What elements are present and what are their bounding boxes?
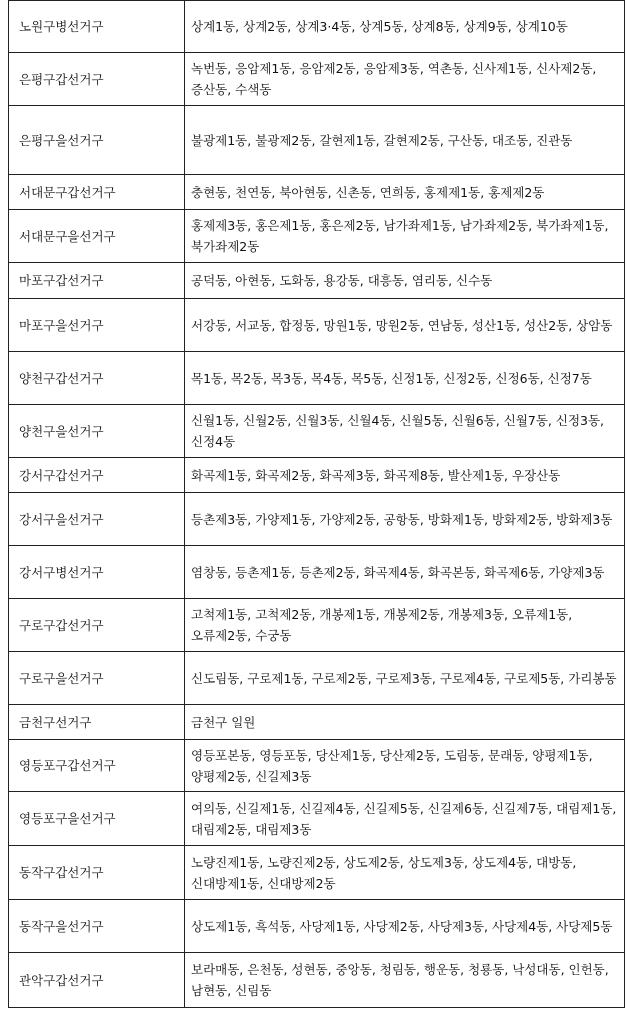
district-table <box>8 0 625 1008</box>
district-areas: 신도림동, 구로제1동, 구로제2동, 구로제3동, 구로제4동, 구로제5동, 가리봉동 <box>185 652 625 705</box>
table-row <box>9 1 625 53</box>
table-row <box>9 705 625 740</box>
district-name: 은평구을선거구 <box>9 106 185 175</box>
table-row <box>9 493 625 546</box>
district-areas: 보라매동, 은천동, 성현동, 중앙동, 청림동, 행운동, 청룡동, 낙성대동, 인헌동, 남현동, 신림동 <box>185 953 625 1008</box>
table-row <box>9 599 625 652</box>
table-row <box>9 900 625 953</box>
table-row <box>9 652 625 705</box>
district-name: 강서구갑선거구 <box>9 458 185 493</box>
district-name: 영등포구갑선거구 <box>9 740 185 792</box>
district-name: 강서구병선거구 <box>9 546 185 599</box>
district-name: 서대문구을선거구 <box>9 210 185 263</box>
district-name: 은평구갑선거구 <box>9 53 185 106</box>
district-areas: 서강동, 서교동, 합정동, 망원1동, 망원2동, 연남동, 성산1동, 성산2동, 상암동 <box>185 299 625 352</box>
district-name: 양천구갑선거구 <box>9 352 185 405</box>
table-row <box>9 740 625 792</box>
table-row <box>9 175 625 210</box>
district-name: 구로구갑선거구 <box>9 599 185 652</box>
district-areas: 금천구 일원 <box>185 705 625 740</box>
district-name: 영등포구을선거구 <box>9 792 185 846</box>
table-row <box>9 210 625 263</box>
table-row <box>9 53 625 106</box>
district-areas: 화곡제1동, 화곡제2동, 화곡제3동, 화곡제8동, 발산제1동, 우장산동 <box>185 458 625 493</box>
district-name: 노원구병선거구 <box>9 1 185 53</box>
table-row <box>9 792 625 846</box>
district-areas: 불광제1동, 불광제2동, 갈현제1동, 갈현제2동, 구산동, 대조동, 진관동 <box>185 106 625 175</box>
district-name: 마포구갑선거구 <box>9 263 185 299</box>
district-areas: 목1동, 목2동, 목3동, 목4동, 목5동, 신정1동, 신정2동, 신정6동, 신정7동 <box>185 352 625 405</box>
district-areas: 등촌제3동, 가양제1동, 가양제2동, 공항동, 방화제1동, 방화제2동, 방화제3동 <box>185 493 625 546</box>
table-row <box>9 546 625 599</box>
table-row <box>9 458 625 493</box>
district-name: 금천구선거구 <box>9 705 185 740</box>
district-name: 구로구을선거구 <box>9 652 185 705</box>
table-row <box>9 846 625 900</box>
district-areas: 공덕동, 아현동, 도화동, 용강동, 대흥동, 염리동, 신수동 <box>185 263 625 299</box>
district-areas: 상계1동, 상계2동, 상계3·4동, 상계5동, 상계8동, 상계9동, 상계10동 <box>185 1 625 53</box>
table-row <box>9 352 625 405</box>
district-areas: 고척제1동, 고척제2동, 개봉제1동, 개봉제2동, 개봉제3동, 오류제1동, 오류제2동, 수궁동 <box>185 599 625 652</box>
table-row <box>9 299 625 352</box>
district-areas: 노량진제1동, 노량진제2동, 상도제2동, 상도제3동, 상도제4동, 대방동, 신대방제1동, 신대방제2동 <box>185 846 625 900</box>
district-areas: 염창동, 등촌제1동, 등촌제2동, 화곡제4동, 화곡본동, 화곡제6동, 가양제3동 <box>185 546 625 599</box>
district-areas: 신월1동, 신월2동, 신월3동, 신월4동, 신월5동, 신월6동, 신월7동, 신정3동, 신정4동 <box>185 405 625 458</box>
district-name: 마포구을선거구 <box>9 299 185 352</box>
district-name: 관악구갑선거구 <box>9 953 185 1008</box>
district-name: 양천구을선거구 <box>9 405 185 458</box>
district-name: 동작구을선거구 <box>9 900 185 953</box>
table-row <box>9 953 625 1008</box>
district-areas: 홍제제3동, 홍은제1동, 홍은제2동, 남가좌제1동, 남가좌제2동, 북가좌제1동, 북가좌제2동 <box>185 210 625 263</box>
district-areas: 충현동, 천연동, 북아현동, 신촌동, 연희동, 홍제제1동, 홍제제2동 <box>185 175 625 210</box>
table-row <box>9 106 625 175</box>
district-name: 강서구을선거구 <box>9 493 185 546</box>
table-row <box>9 263 625 299</box>
district-areas: 상도제1동, 흑석동, 사당제1동, 사당제2동, 사당제3동, 사당제4동, 사당제5동 <box>185 900 625 953</box>
table-row <box>9 405 625 458</box>
district-areas: 영등포본동, 영등포동, 당산제1동, 당산제2동, 도림동, 문래동, 양평제1동, 양평제2동, 신길제3동 <box>185 740 625 792</box>
district-areas: 여의동, 신길제1동, 신길제4동, 신길제5동, 신길제6동, 신길제7동, 대림제1동, 대림제2동, 대림제3동 <box>185 792 625 846</box>
district-name: 서대문구갑선거구 <box>9 175 185 210</box>
district-areas: 녹번동, 응암제1동, 응암제2동, 응암제3동, 역촌동, 신사제1동, 신사제2동, 증산동, 수색동 <box>185 53 625 106</box>
district-name: 동작구갑선거구 <box>9 846 185 900</box>
